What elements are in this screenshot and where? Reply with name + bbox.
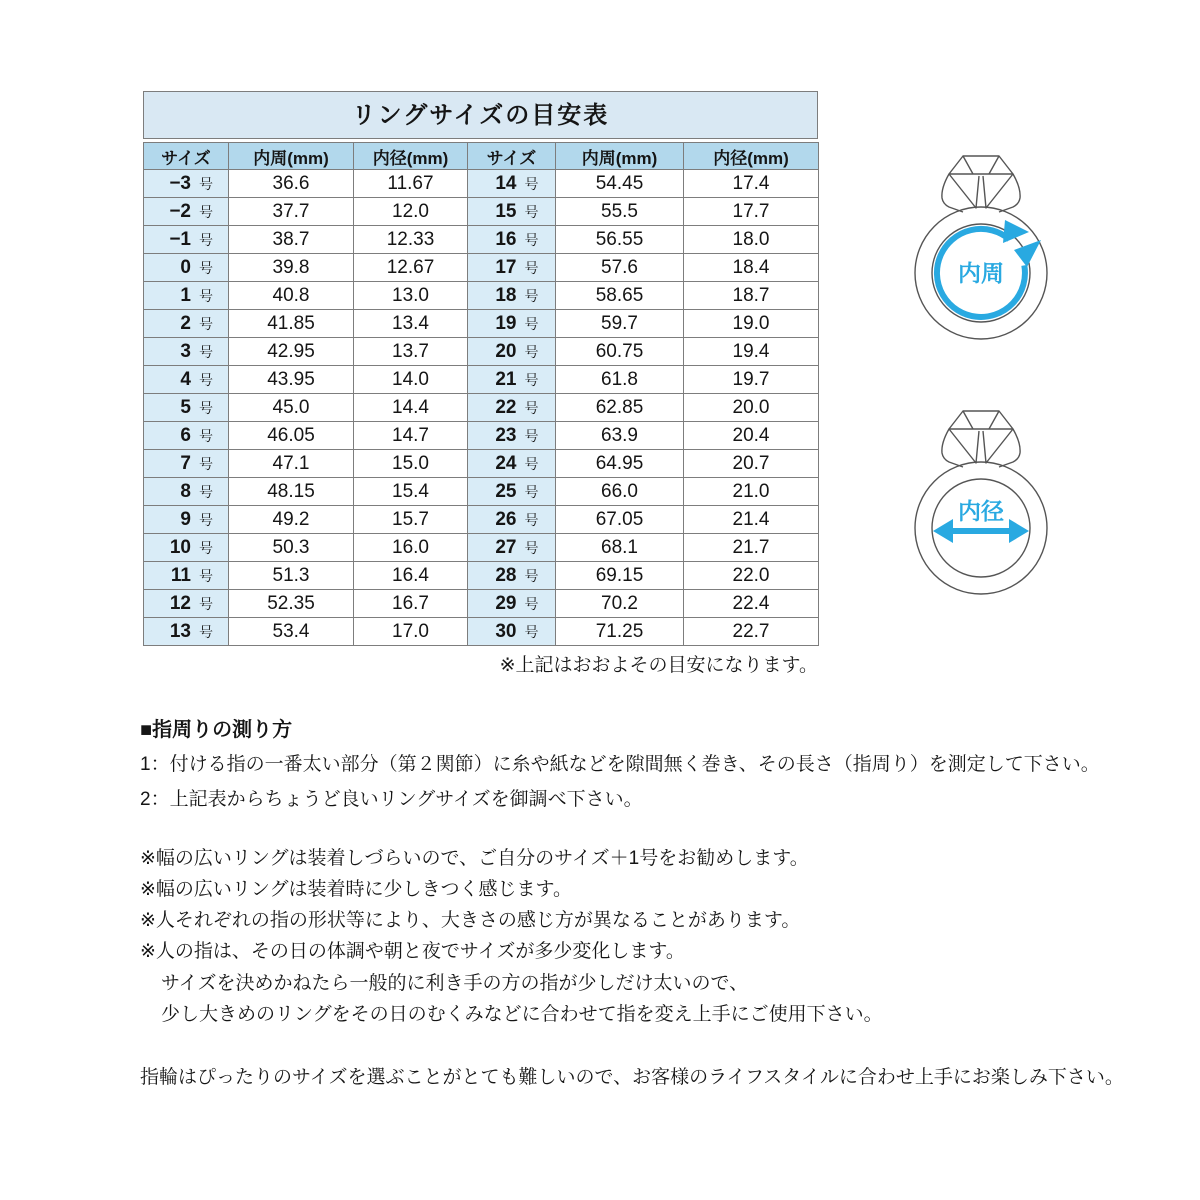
table-row (144, 198, 819, 226)
value-cell: 56.55 (556, 226, 684, 254)
size-cell: 24 号 (468, 450, 556, 478)
column-header: 内周(mm) (556, 143, 684, 170)
value-cell: 47.1 (229, 450, 354, 478)
note-line: ※人それぞれの指の形状等により、大きさの感じ方が異なることがあります。 (140, 910, 801, 931)
column-header: サイズ (144, 143, 229, 170)
value-cell: 53.4 (229, 618, 354, 646)
size-cell: 14 号 (468, 170, 556, 198)
value-cell: 22.0 (684, 562, 819, 590)
table-row (144, 450, 819, 478)
ring-size-table (143, 91, 818, 646)
value-cell: 69.15 (556, 562, 684, 590)
table-row (144, 282, 819, 310)
value-cell: 40.8 (229, 282, 354, 310)
value-cell: 15.4 (354, 478, 468, 506)
value-cell: 12.67 (354, 254, 468, 282)
size-cell: 2 号 (144, 310, 229, 338)
value-cell: 61.8 (556, 366, 684, 394)
size-cell: 7 号 (144, 450, 229, 478)
note-line: ※幅の広いリングは装着時に少しきつく感じます。 (140, 879, 573, 900)
size-cell: 23 号 (468, 422, 556, 450)
value-cell: 17.7 (684, 198, 819, 226)
value-cell: 63.9 (556, 422, 684, 450)
size-cell: 4 号 (144, 366, 229, 394)
value-cell: 14.0 (354, 366, 468, 394)
table-title: リングサイズの目安表 (143, 91, 818, 139)
value-cell: 49.2 (229, 506, 354, 534)
value-cell: 38.7 (229, 226, 354, 254)
size-cell: 11 号 (144, 562, 229, 590)
value-cell: 39.8 (229, 254, 354, 282)
column-header: 内径(mm) (684, 143, 819, 170)
table-row (144, 366, 819, 394)
value-cell: 22.7 (684, 618, 819, 646)
value-cell: 62.85 (556, 394, 684, 422)
size-cell: −1 号 (144, 226, 229, 254)
size-cell: 9 号 (144, 506, 229, 534)
table-row (144, 422, 819, 450)
table-row (144, 478, 819, 506)
value-cell: 22.4 (684, 590, 819, 618)
size-cell: 17 号 (468, 254, 556, 282)
value-cell: 37.7 (229, 198, 354, 226)
size-cell: 13 号 (144, 618, 229, 646)
column-header: 内周(mm) (229, 143, 354, 170)
diamond-icon (942, 411, 1020, 467)
value-cell: 42.95 (229, 338, 354, 366)
value-cell: 48.15 (229, 478, 354, 506)
size-cell: 26 号 (468, 506, 556, 534)
size-cell: 22 号 (468, 394, 556, 422)
value-cell: 12.0 (354, 198, 468, 226)
value-cell: 20.7 (684, 450, 819, 478)
inner-circumference-label: 内周 (958, 260, 1004, 286)
ring-inner-circumference-diagram (903, 150, 1063, 350)
step-line: 1：付ける指の一番太い部分（第２関節）に糸や紙などを隙間無く巻き、その長さ（指周り）を測定して下さい。 (140, 754, 1100, 775)
step-line: 2：上記表からちょうど良いリングサイズを御調べ下さい。 (140, 789, 643, 810)
value-cell: 14.7 (354, 422, 468, 450)
size-cell: 25 号 (468, 478, 556, 506)
value-cell: 15.7 (354, 506, 468, 534)
table-row (144, 310, 819, 338)
value-cell: 11.67 (354, 170, 468, 198)
value-cell: 16.0 (354, 534, 468, 562)
note-line: ※人の指は、その日の体調や朝と夜でサイズが多少変化します。 (140, 941, 685, 962)
note-line: ※幅の広いリングは装着しづらいので、ご自分のサイズ＋1号をお勧めします。 (140, 848, 809, 869)
table-footnote: ※上記はおおよその目安になります。 (499, 655, 818, 676)
value-cell: 58.65 (556, 282, 684, 310)
table-header-row (144, 143, 819, 170)
note-line: 少し大きめのリングをその日のむくみなどに合わせて指を変え上手にご使用下さい。 (161, 1004, 883, 1025)
value-cell: 45.0 (229, 394, 354, 422)
size-cell: 0 号 (144, 254, 229, 282)
value-cell: 67.05 (556, 506, 684, 534)
value-cell: 17.4 (684, 170, 819, 198)
size-notes-continued (161, 968, 883, 1030)
measuring-section-heading: ■指周りの測り方 (140, 719, 293, 741)
size-cell: 30 号 (468, 618, 556, 646)
value-cell: 17.0 (354, 618, 468, 646)
value-cell: 20.4 (684, 422, 819, 450)
table-row (144, 618, 819, 646)
table-row (144, 226, 819, 254)
size-cell: 5 号 (144, 394, 229, 422)
value-cell: 50.3 (229, 534, 354, 562)
size-cell: 29 号 (468, 590, 556, 618)
size-cell: 6 号 (144, 422, 229, 450)
value-cell: 54.45 (556, 170, 684, 198)
size-cell: −3 号 (144, 170, 229, 198)
table-row (144, 338, 819, 366)
value-cell: 64.95 (556, 450, 684, 478)
value-cell: 19.0 (684, 310, 819, 338)
inner-diameter-label: 内径 (958, 498, 1004, 524)
size-cell: 10 号 (144, 534, 229, 562)
diamond-icon (942, 156, 1020, 212)
column-header: サイズ (468, 143, 556, 170)
value-cell: 12.33 (354, 226, 468, 254)
value-cell: 21.0 (684, 478, 819, 506)
size-cell: 21 号 (468, 366, 556, 394)
value-cell: 70.2 (556, 590, 684, 618)
value-cell: 59.7 (556, 310, 684, 338)
note-line: サイズを決めかねたら一般的に利き手の方の指が少しだけ太いので、 (161, 973, 749, 994)
table-row (144, 394, 819, 422)
table-row (144, 562, 819, 590)
value-cell: 18.4 (684, 254, 819, 282)
size-cell: 19 号 (468, 310, 556, 338)
table-row (144, 170, 819, 198)
value-cell: 36.6 (229, 170, 354, 198)
ring-inner-diameter-diagram (903, 405, 1063, 605)
value-cell: 68.1 (556, 534, 684, 562)
table-row (144, 534, 819, 562)
value-cell: 21.7 (684, 534, 819, 562)
value-cell: 13.4 (354, 310, 468, 338)
size-cell: 1 号 (144, 282, 229, 310)
size-cell: 18 号 (468, 282, 556, 310)
value-cell: 21.4 (684, 506, 819, 534)
measuring-steps (140, 747, 1100, 817)
size-cell: 12 号 (144, 590, 229, 618)
value-cell: 19.4 (684, 338, 819, 366)
value-cell: 18.7 (684, 282, 819, 310)
size-cell: 16 号 (468, 226, 556, 254)
value-cell: 71.25 (556, 618, 684, 646)
value-cell: 41.85 (229, 310, 354, 338)
table-row (144, 590, 819, 618)
value-cell: 16.4 (354, 562, 468, 590)
value-cell: 46.05 (229, 422, 354, 450)
value-cell: 43.95 (229, 366, 354, 394)
value-cell: 51.3 (229, 562, 354, 590)
value-cell: 20.0 (684, 394, 819, 422)
size-cell: 20 号 (468, 338, 556, 366)
value-cell: 19.7 (684, 366, 819, 394)
value-cell: 57.6 (556, 254, 684, 282)
value-cell: 13.7 (354, 338, 468, 366)
size-cell: 28 号 (468, 562, 556, 590)
table-row (144, 506, 819, 534)
value-cell: 15.0 (354, 450, 468, 478)
closing-note: 指輪はぴったりのサイズを選ぶことがとても難しいので、お客様のライフスタイルに合わせ上手にお楽しみ下さい。 (140, 1067, 1124, 1088)
value-cell: 52.35 (229, 590, 354, 618)
size-table-grid (143, 142, 819, 646)
value-cell: 18.0 (684, 226, 819, 254)
size-cell: −2 号 (144, 198, 229, 226)
value-cell: 55.5 (556, 198, 684, 226)
value-cell: 60.75 (556, 338, 684, 366)
value-cell: 14.4 (354, 394, 468, 422)
column-header: 内径(mm) (354, 143, 468, 170)
size-cell: 3 号 (144, 338, 229, 366)
value-cell: 13.0 (354, 282, 468, 310)
table-row (144, 254, 819, 282)
size-cell: 8 号 (144, 478, 229, 506)
value-cell: 16.7 (354, 590, 468, 618)
size-cell: 27 号 (468, 534, 556, 562)
size-notes (140, 843, 809, 967)
size-cell: 15 号 (468, 198, 556, 226)
value-cell: 66.0 (556, 478, 684, 506)
